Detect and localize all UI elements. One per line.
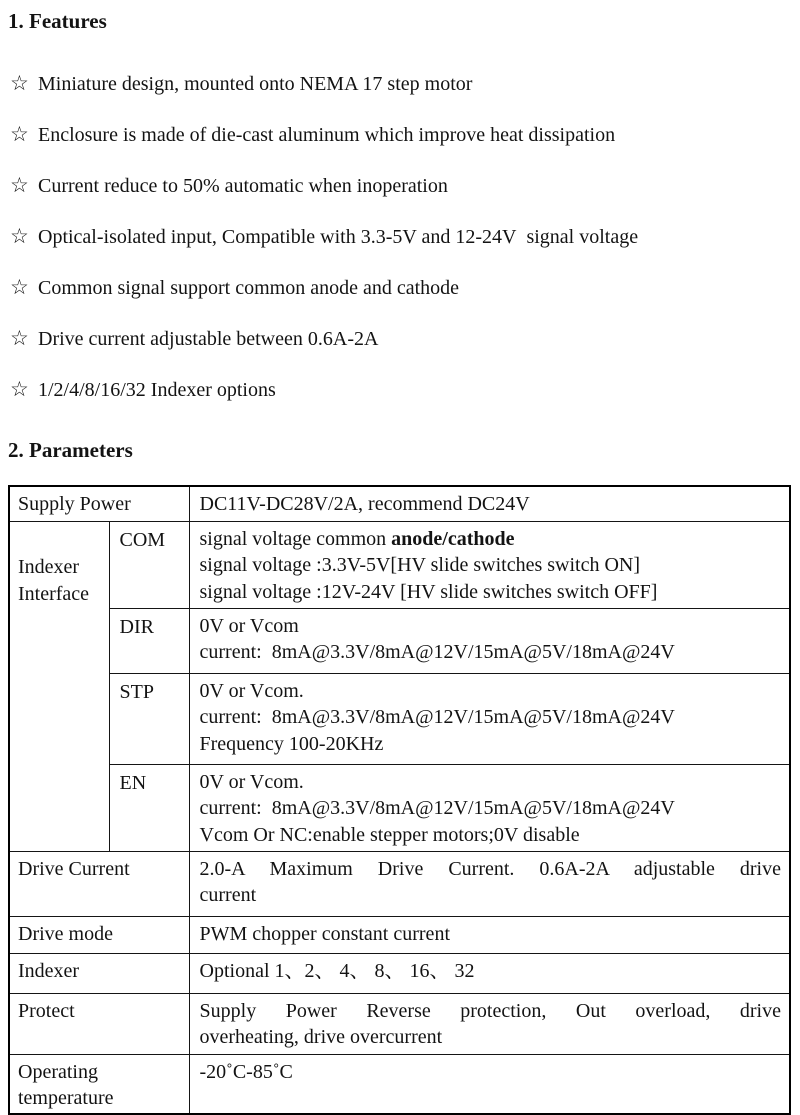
- star-icon: ☆: [10, 173, 29, 197]
- parameters-table-body: [9, 486, 790, 1114]
- param-label-cell: Drive mode: [9, 916, 189, 953]
- value-line: [200, 491, 781, 518]
- value-line: [200, 1024, 781, 1051]
- feature-text: Miniature design, mounted onto NEMA 17 step motor: [38, 73, 473, 95]
- table-row: [9, 764, 790, 851]
- text-segment: -20˚C-85˚C: [199, 1060, 293, 1083]
- param-value-cell: [189, 486, 790, 521]
- bold-text: anode/cathode: [391, 527, 515, 550]
- value-line: [200, 613, 781, 640]
- table-row: [9, 851, 790, 916]
- parameters-table: [8, 485, 791, 1115]
- value-line: [200, 552, 781, 579]
- param-group-label-cell: Indexer Interface: [9, 521, 109, 851]
- feature-item: [8, 377, 791, 403]
- feature-item: [8, 224, 791, 250]
- table-row: [9, 521, 790, 608]
- text-segment: Vcom Or NC:enable stepper motors;0V disable: [199, 823, 580, 846]
- text-segment: overheating, drive overcurrent: [199, 1026, 443, 1048]
- value-line: [200, 678, 781, 705]
- star-icon: ☆: [10, 122, 29, 146]
- star-icon: ☆: [10, 326, 29, 350]
- param-value-cell: [189, 764, 790, 851]
- features-heading: 1. Features: [8, 9, 107, 33]
- param-label-cell: Indexer: [9, 953, 189, 993]
- value-line: [200, 921, 781, 948]
- text-segment: DC11V-DC28V/2A, recommend DC24V: [199, 493, 530, 515]
- feature-text: Enclosure is made of die-cast aluminum which improve heat dissipation: [38, 124, 616, 146]
- param-label-cell: Drive Current: [9, 851, 189, 916]
- param-value-cell: [189, 993, 790, 1054]
- star-icon: ☆: [10, 377, 29, 401]
- feature-text: Optical-isolated input, Compatible with 3.3-5V and 12-24V signal voltage: [38, 226, 639, 248]
- text-segment: Supply Power Reverse protection, Out overload, drive: [199, 999, 781, 1022]
- feature-item: [8, 275, 791, 301]
- feature-item: [8, 326, 791, 352]
- star-icon: ☆: [10, 275, 29, 299]
- parameters-heading: 2. Parameters: [8, 438, 133, 462]
- value-line: [200, 1059, 781, 1086]
- value-line: [200, 882, 781, 909]
- feature-text: 1/2/4/8/16/32 Indexer options: [38, 379, 276, 401]
- param-label-cell: Supply Power: [9, 486, 189, 521]
- value-line: [200, 579, 781, 606]
- param-value-cell: [189, 916, 790, 953]
- text-segment: current: [199, 884, 257, 906]
- feature-text: Common signal support common anode and cathode: [38, 277, 460, 299]
- param-value-cell: [189, 953, 790, 993]
- feature-text: Drive current adjustable between 0.6A-2A: [38, 328, 379, 350]
- star-icon: ☆: [10, 224, 29, 248]
- feature-item: [8, 173, 791, 199]
- value-line: [200, 639, 781, 666]
- text-segment: current: 8mA@3.3V/8mA@12V/15mA@5V/18mA@24V: [199, 797, 675, 819]
- value-line: [200, 998, 781, 1025]
- text-segment: 2.0-A Maximum Drive Current. 0.6A-2A adjustable drive: [199, 857, 781, 880]
- text-segment: PWM chopper constant current: [199, 922, 450, 945]
- param-value-cell: [189, 521, 790, 608]
- table-row: [9, 673, 790, 764]
- value-line: [200, 856, 781, 883]
- table-row: [9, 1054, 790, 1114]
- value-line: [200, 731, 781, 758]
- value-line: [200, 769, 781, 796]
- param-key-cell: EN: [109, 764, 189, 851]
- feature-item: [8, 71, 791, 97]
- table-row: [9, 486, 790, 521]
- value-line: [200, 526, 781, 553]
- table-row: [9, 608, 790, 673]
- param-key-cell: STP: [109, 673, 189, 764]
- param-value-cell: [189, 1054, 790, 1114]
- value-line: [200, 958, 781, 985]
- text-segment: 0V or Vcom.: [199, 679, 304, 702]
- text-segment: Frequency 100-20KHz: [199, 732, 384, 755]
- param-value-cell: [189, 673, 790, 764]
- param-label-cell: Operating temperature: [9, 1054, 189, 1114]
- param-label-cell: Protect: [9, 993, 189, 1054]
- text-segment: current: 8mA@3.3V/8mA@12V/15mA@5V/18mA@24V: [199, 706, 675, 728]
- features-list: [8, 71, 791, 403]
- text-segment: signal voltage :12V-24V [HV slide switches switch OFF]: [199, 580, 658, 603]
- text-segment: 0V or Vcom.: [199, 770, 304, 793]
- value-line: [200, 704, 781, 731]
- text-segment: Optional 1、2、 4、 8、 16、 32: [199, 959, 475, 982]
- text-segment: current: 8mA@3.3V/8mA@12V/15mA@5V/18mA@24V: [199, 641, 675, 663]
- param-value-cell: [189, 608, 790, 673]
- param-key-cell: COM: [109, 521, 189, 608]
- table-row: [9, 993, 790, 1054]
- table-row: [9, 953, 790, 993]
- param-value-cell: [189, 851, 790, 916]
- value-line: [200, 822, 781, 849]
- table-row: [9, 916, 790, 953]
- feature-item: [8, 122, 791, 148]
- text-segment: signal voltage common: [199, 527, 392, 550]
- param-key-cell: DIR: [109, 608, 189, 673]
- feature-text: Current reduce to 50% automatic when inoperation: [38, 175, 448, 197]
- value-line: [200, 795, 781, 822]
- text-segment: signal voltage :3.3V-5V[HV slide switches switch ON]: [199, 554, 641, 576]
- star-icon: ☆: [10, 71, 29, 95]
- text-segment: 0V or Vcom: [199, 614, 299, 637]
